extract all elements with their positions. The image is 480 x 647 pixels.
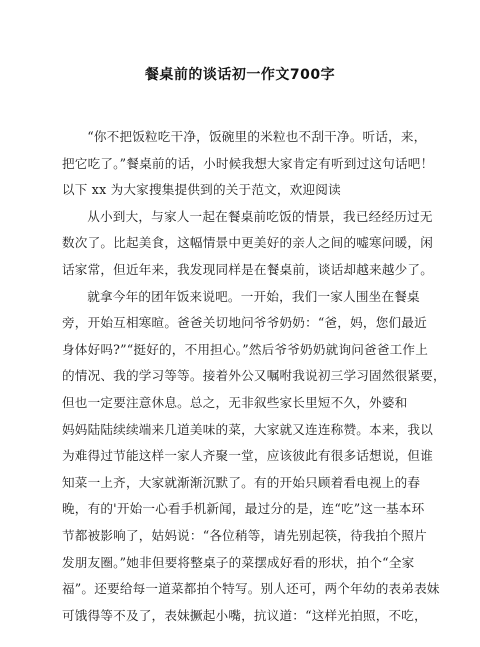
paragraph-line: 为难得过节能这样一家人齐聚一堂，应该彼此有很多话想说，但谁 (62, 448, 434, 464)
paragraph-1 (62, 124, 434, 204)
paragraph-line: 旁，开始互相寒暄。爸爸关切地问爷爷奶奶：“爸，妈，您们最近 (62, 315, 427, 331)
paragraph-line: 晚，有的'开始一心看手机新闻，最过分的是，连“吃”这一基本环 (62, 501, 425, 517)
paragraph-line: 把它吃了。”餐桌前的话，小时候我想大家肯定有听到过这句话吧！ (62, 155, 434, 171)
paragraph-line: 但也一定要注意休息。总之，无非叙些家长里短不久，外婆和 (62, 394, 408, 410)
paragraph-line: 身体好吗?”“挺好的，不用担心。”然后爷爷奶奶就询问爸爸工作上 (62, 341, 428, 357)
document-title: 餐桌前的谈话初一作文700字 (144, 67, 336, 83)
paragraph-line: 知菜一上齐，大家就渐渐沉默了。有的开始只顾着看电视上的春 (62, 474, 421, 490)
paragraph-line: 从小到大，与家人一起在餐桌前吃饭的情景，我已经经历过无 (87, 208, 433, 224)
paragraph-line: 发朋友圈。”她非但要将整桌子的菜摆成好看的形状，拍个“全家 (62, 554, 415, 570)
paragraph-line: 的情况、我的学习等等。接着外公又嘱咐我说初三学习固然很紧要， (62, 368, 446, 384)
paragraph-line: 以下 xx 为大家搜集提供到的关于范文，欢迎阅读 (62, 182, 341, 198)
paragraph-line: 妈妈陆陆续续端来几道美味的菜，大家就又连连称赞。本来，我以 (62, 421, 434, 437)
paragraph-line: 就拿今年的团年饭来说吧。一开始，我们一家人围坐在餐桌 (87, 288, 420, 304)
paragraph-line: 福”。还要给每一道菜都拍个特写。别人还可，两个年幼的表弟表妹 (62, 581, 440, 597)
paragraph-line: 可饿得等不及了，表妹撅起小嘴，抗议道：“这样光拍照，不吃， (62, 607, 427, 623)
paragraph-line: 数次了。比起美食，这幅情景中更美好的亲人之间的嘘寒问暖，闲 (62, 235, 434, 251)
paragraph-line: 话家常，但近年来，我发现同样是在餐桌前，谈话却越来越少了。 (62, 261, 434, 277)
document-body (62, 124, 446, 629)
paragraph-line: “你不把饭粒吃干净，饭碗里的米粒也不刮干净。听话，来， (87, 129, 427, 144)
paragraph-2 (62, 204, 434, 284)
paragraph-line: 节都被影响了，姑妈说：“各位稍等，请先别起筷，待我拍个照片 (62, 527, 427, 543)
paragraph-3 (62, 284, 446, 630)
